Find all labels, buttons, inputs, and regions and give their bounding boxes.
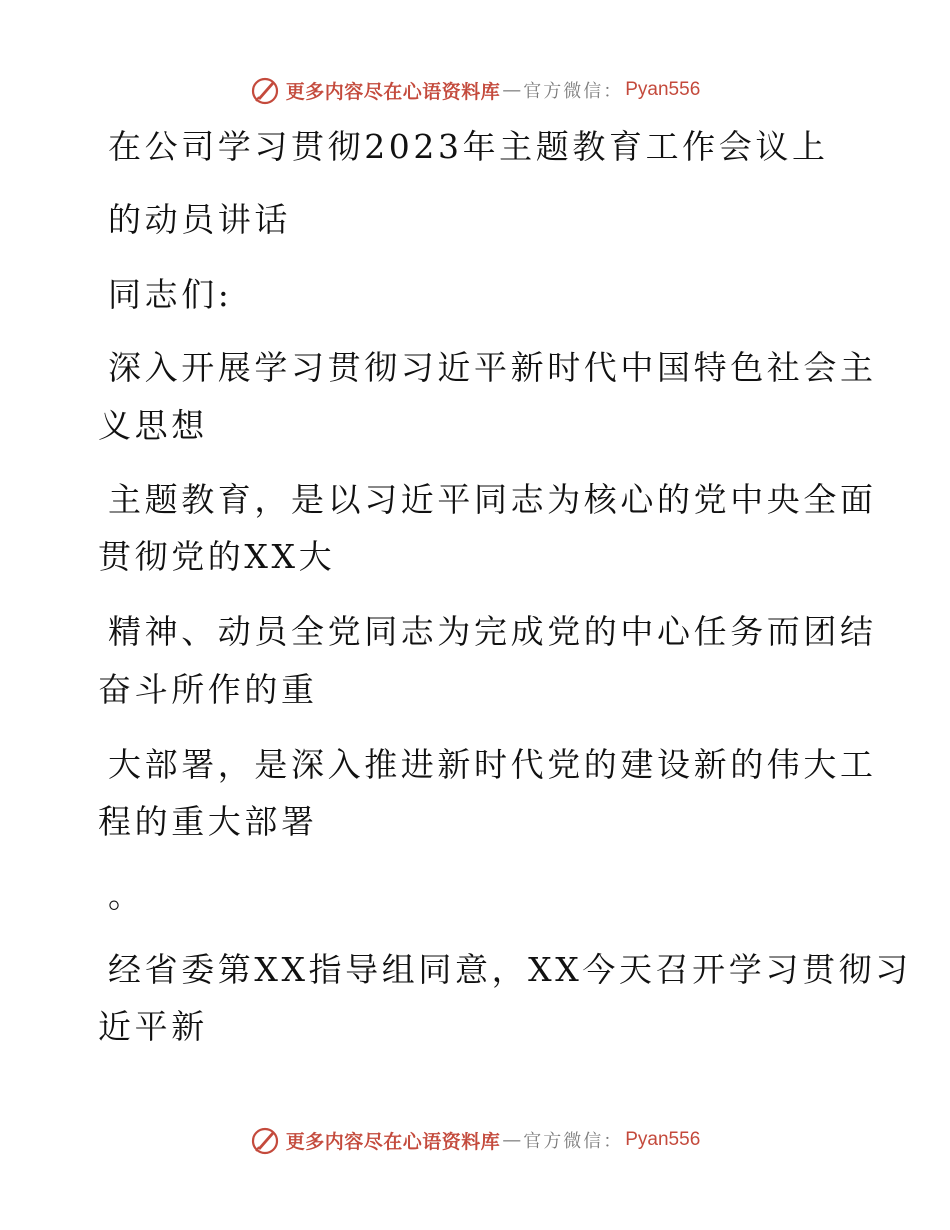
watermark-label: 官方微信：	[523, 81, 624, 102]
paragraph-2-line-1: 主题教育，是以习近平同志为核心的党中央全面	[108, 480, 877, 519]
watermark-text: 更多内容尽在心语资料库	[285, 1130, 501, 1153]
quill-seal-icon	[250, 75, 280, 105]
paragraph-3-line-2: 奋斗所作的重	[98, 670, 318, 709]
paragraph-3-line-1: 精神、动员全党同志为完成党的中心任务而团结	[108, 612, 877, 651]
watermark-id: Pyan556	[625, 1129, 701, 1150]
watermark-id: Pyan556	[625, 79, 701, 100]
watermark-separator: —	[502, 79, 522, 101]
watermark-text: 更多内容尽在心语资料库	[285, 80, 501, 103]
paragraph-4-line-1: 大部署，是深入推进新时代党的建设新的伟大工	[108, 745, 877, 784]
paragraph-1-line-1: 深入开展学习贯彻习近平新时代中国特色社会主	[108, 348, 877, 387]
salutation: 同志们:	[108, 275, 233, 314]
watermark-label: 官方微信：	[523, 1131, 624, 1152]
paragraph-2-line-2: 贯彻党的XX大	[98, 537, 336, 576]
footer-watermark	[0, 1120, 950, 1160]
quill-seal-icon	[250, 1125, 280, 1155]
paragraph-1-line-2: 义思想	[98, 406, 208, 445]
paragraph-6-line-2: 近平新	[98, 1007, 208, 1046]
document-title-line-2: 的动员讲话	[108, 200, 291, 239]
header-watermark	[0, 70, 950, 110]
paragraph-6-line-1: 经省委第XX指导组同意，XX今天召开学习贯彻习	[108, 950, 912, 989]
document-title-line-1: 在公司学习贯彻2023年主题教育工作会议上	[108, 127, 829, 166]
paragraph-5-line-1: 。	[108, 876, 145, 915]
paragraph-4-line-2: 程的重大部署	[98, 802, 318, 841]
watermark-separator: —	[502, 1129, 522, 1151]
